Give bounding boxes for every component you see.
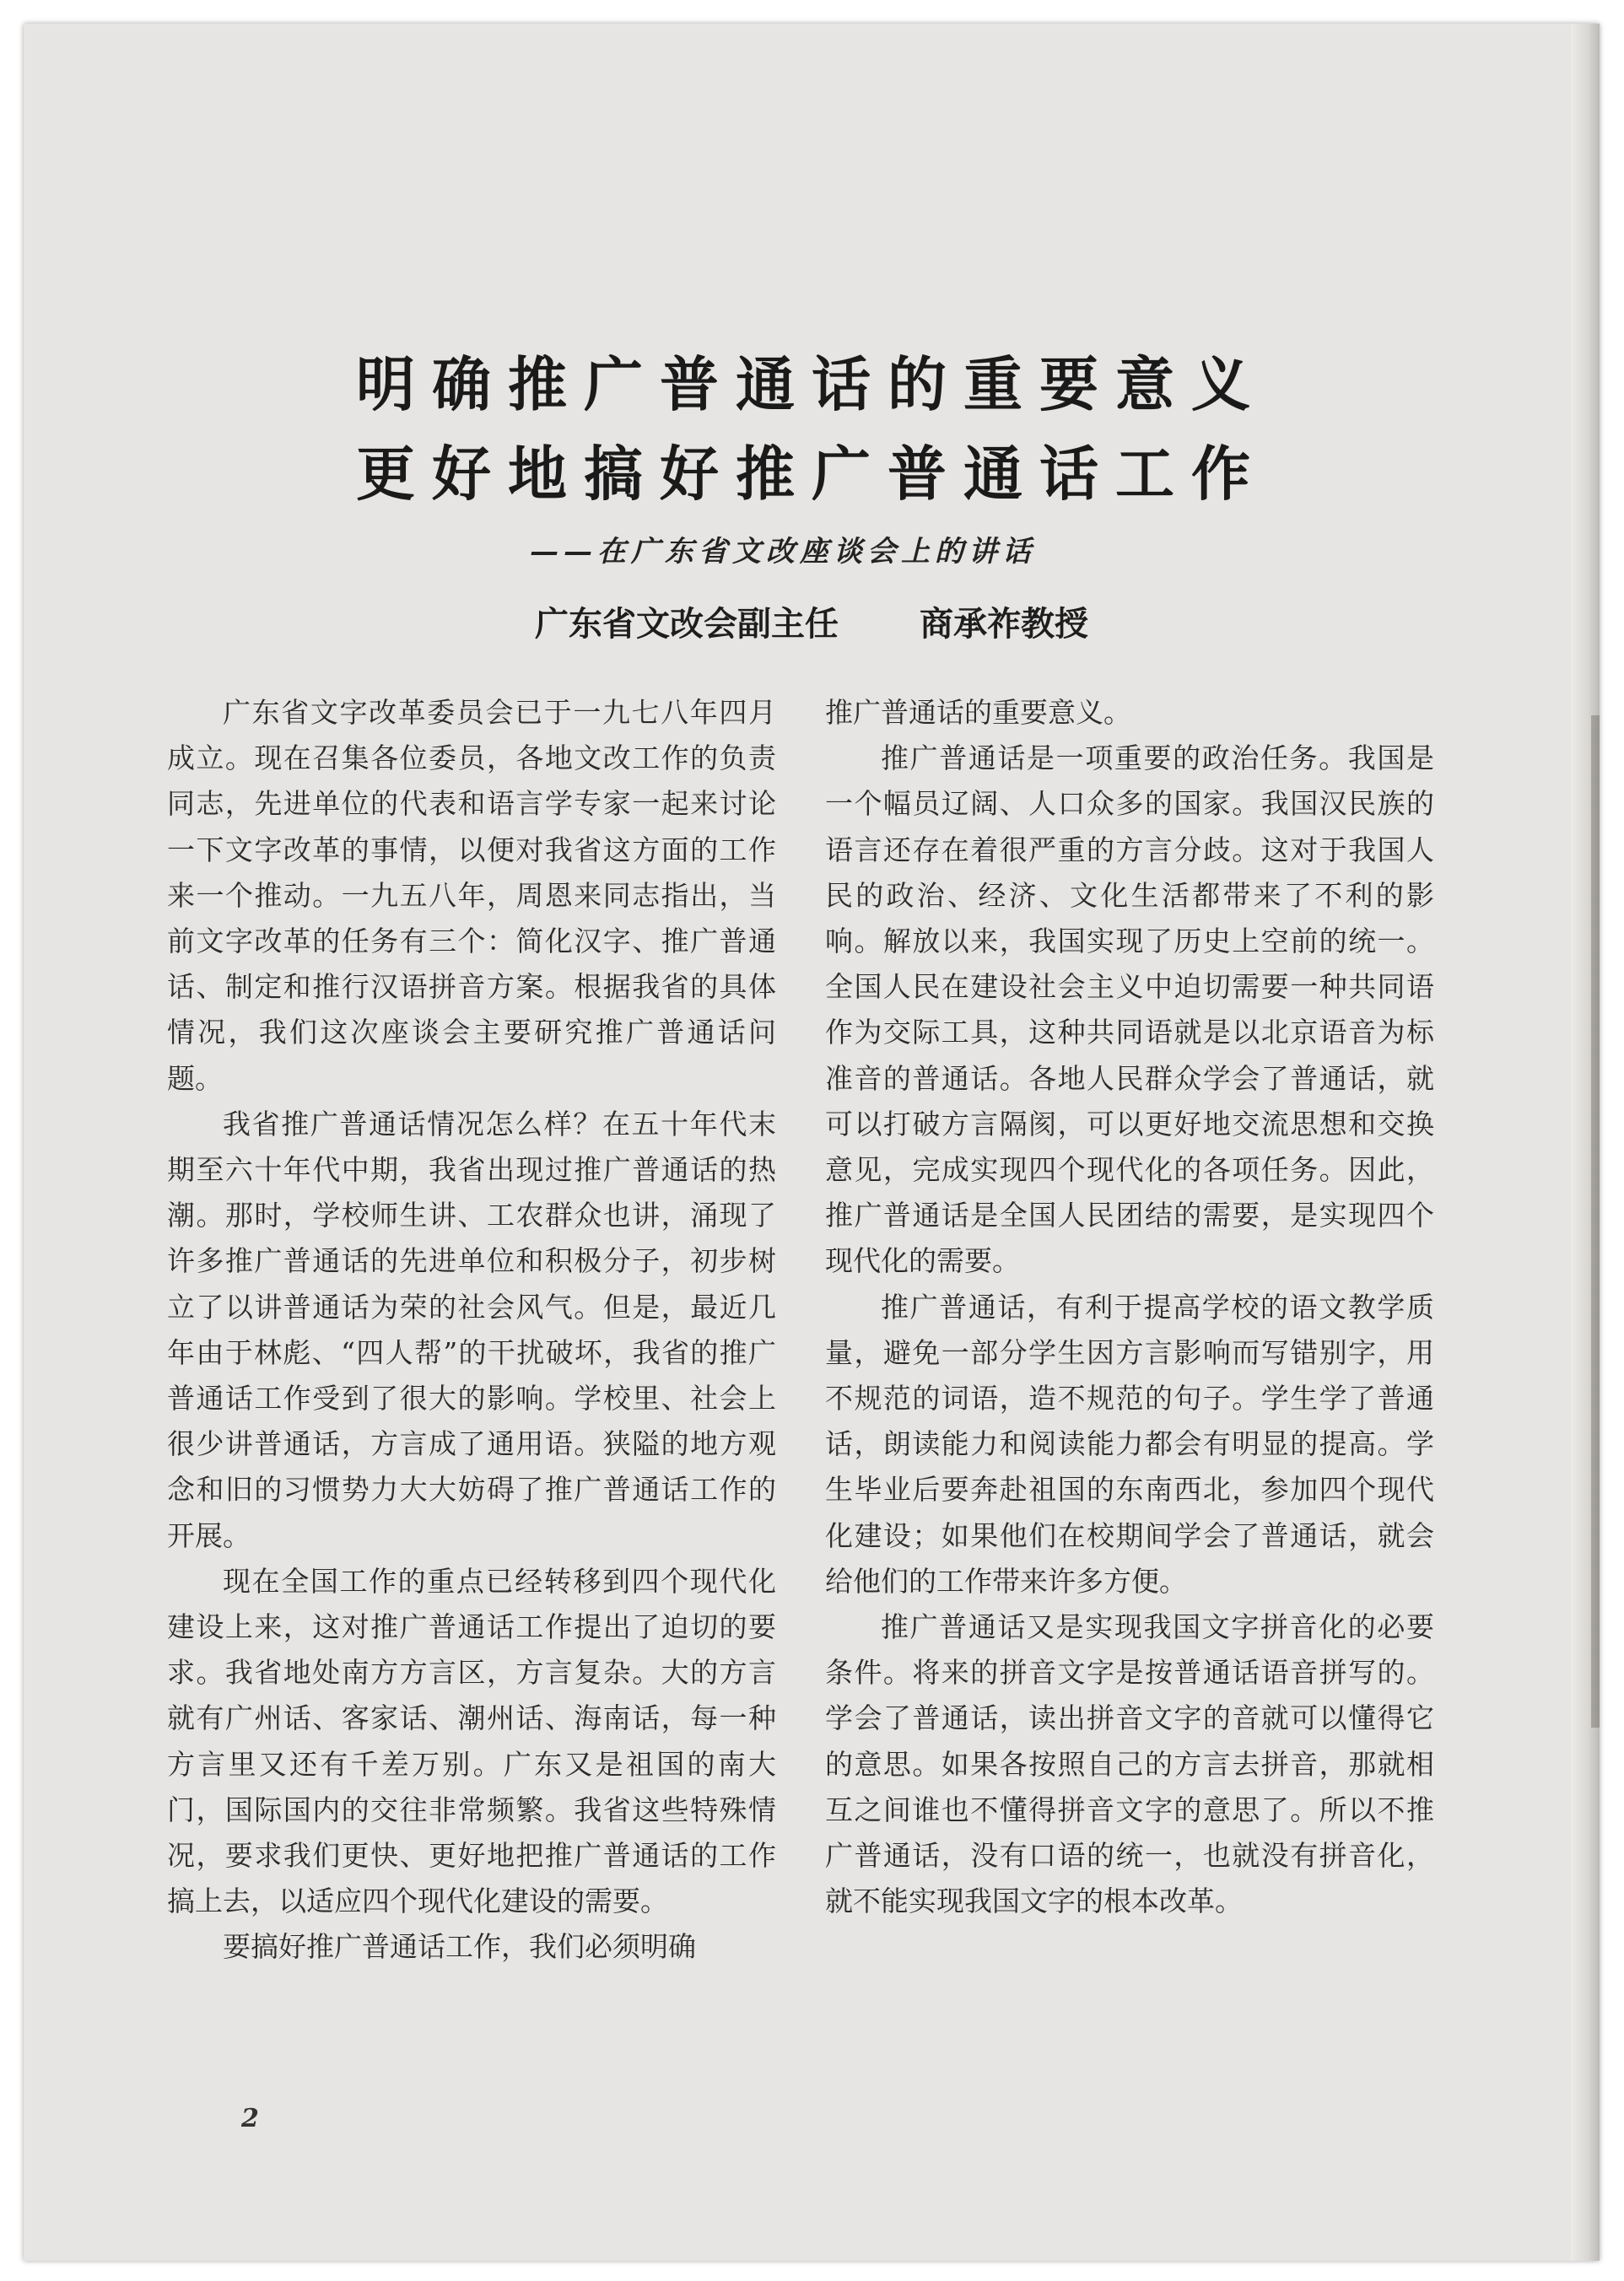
left-paragraph-3: 现在全国工作的重点已经转移到四个现代化建设上来，这对推广普通话工作提出了迫切的要求。我省地处南方方言区，方言复杂。大的方言就有广州话、客家话、潮州话、海南话，每一种方言里又还有千差万别。广东又是祖国的南大门，国际国内的交往非常频繁。我省这些特殊情况，要求我们更快、更好地把推广普通话的工作搞上去，以适应四个现代化建设的需要。 <box>167 1564 776 1918</box>
article-title-line-1: 明确推广普通话的重要意义 <box>356 350 1267 419</box>
author-byline <box>24 597 1600 645</box>
article-subtitle: ——在广东省文改座谈会上的讲话 <box>530 535 1036 569</box>
binding-shadow <box>1591 715 1600 1728</box>
left-paragraph-2: 我省推广普通话情况怎么样？在五十年代末期至六十年代中期，我省出现过推广普通话的热潮。那时，学校师生讲、工农群众也讲，涌现了许多推广普通话的先进单位和积极分子，初步树立了以讲普通话为荣的社会风气。但是，最近几年由于林彪、“四人帮”的干扰破坏，我省的推广普通话工作受到了很大的影响。学校里、社会上很少讲普通话，方言成了通用语。狭隘的地方观念和旧的习惯势力大大妨碍了推广普通话工作的开展。 <box>167 1107 776 1552</box>
right-paragraph-1: 推广普通话是一项重要的政治任务。我国是一个幅员辽阔、人口众多的国家。我国汉民族的语言还存在着很严重的方言分歧。这对于我国人民的政治、经济、文化生活都带来了不利的影响。解放以来，我国实现了历史上空前的统一。全国人民在建设社会主义中迫切需要一种共同语作为交际工具，这种共同语就是以北京语音为标准音的普通话。各地人民群众学会了普通话，就可以打破方言隔阂，可以更好地交流思想和交换意见，完成实现四个现代化的各项任务。因此，推广普通话是全国人民团结的需要，是实现四个现代化的需要。 <box>825 741 1434 1278</box>
right-paragraph-2: 推广普通话，有利于提高学校的语文教学质量，避免一部分学生因方言影响而写错别字，用不规范的词语，造不规范的句子。学生学了普通话，朗读能力和阅读能力都会有明显的提高。学生毕业后要奔赴祖国的东南西北，参加四个现代化建设；如果他们在校期间学会了普通话，就会给他们的工作带来许多方便。 <box>825 1290 1434 1598</box>
right-continuation: 推广普通话的重要意义。 <box>825 696 1131 729</box>
author-name: 商承祚教授 <box>920 605 1088 644</box>
article-title-line-2: 更好地搞好推广普通话工作 <box>356 439 1267 509</box>
magazine-page <box>24 24 1600 2261</box>
right-paragraph-3: 推广普通话又是实现我国文字拼音化的必要条件。将来的拼音文字是按普通话语音拼写的。学会了普通话，读出拼音文字的音就可以懂得它的意思。如果各按照自己的方言去拼音，那就相互之间谁也不懂得拼音文字的意思了。所以不推广普通话，没有口语的统一，也就没有拼音化，就不能实现我国文字的根本改革。 <box>825 1610 1434 1918</box>
right-text-column <box>825 690 1434 1924</box>
left-text-column <box>167 690 776 1971</box>
left-paragraph-1: 广东省文字改革委员会已于一九七八年四月成立。现在召集各位委员，各地文改工作的负责同志，先进单位的代表和语言学专家一起来讨论一下文字改革的事情，以便对我省这方面的工作来一个推动。一九五八年，周恩来同志指出，当前文字改革的任务有三个：简化汉字、推广普通话、制定和推行汉语拼音方案。根据我省的具体情况，我们这次座谈会主要研究推广普通话问题。 <box>167 696 776 1095</box>
left-paragraph-4: 要搞好推广普通话工作，我们必须明确 <box>223 1930 696 1964</box>
page-number: 2 <box>241 2104 259 2133</box>
author-position: 广东省文改会副主任 <box>535 605 839 644</box>
